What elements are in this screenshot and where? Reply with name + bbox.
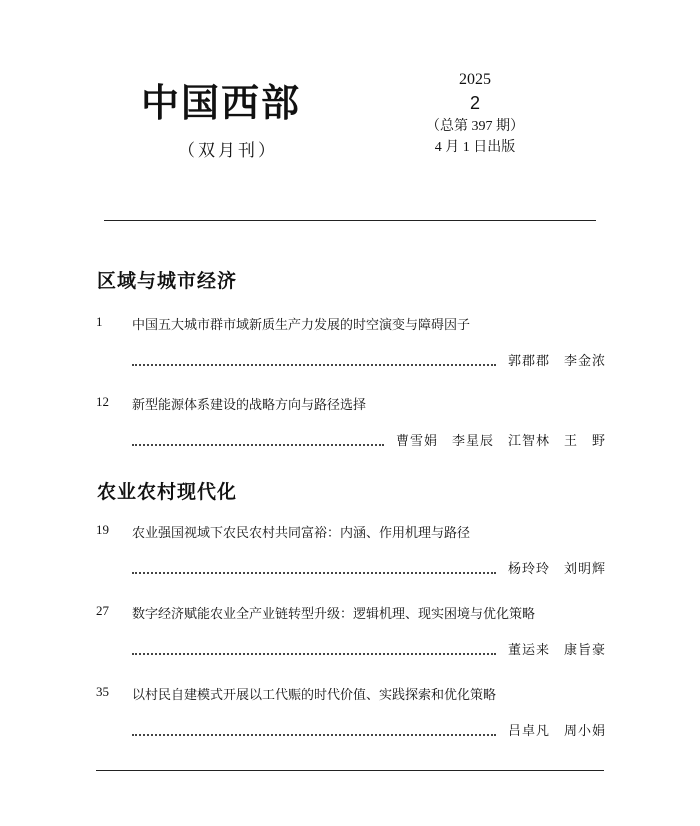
bottom-divider — [96, 770, 604, 771]
top-divider — [104, 220, 596, 221]
author: 吕卓凡 — [507, 724, 550, 739]
article-title[interactable]: 农业强国视域下农民农村共同富裕：内涵、作用机理与路径 — [132, 526, 471, 541]
section-title-regional-urban: 区域与城市经济 — [97, 270, 238, 292]
author: 杨玲玲 — [507, 562, 550, 577]
author: 王 野 — [563, 434, 606, 449]
issue-number: 2 — [469, 93, 480, 113]
dot-leader — [132, 434, 384, 446]
page-number: 12 — [96, 394, 109, 409]
author: 李星辰 — [451, 434, 494, 449]
article-authors — [382, 430, 606, 449]
article-authors — [494, 720, 606, 739]
page-number: 35 — [96, 684, 109, 699]
dot-leader — [132, 354, 496, 366]
author: 曹雪娟 — [395, 434, 438, 449]
author: 康旨豪 — [563, 643, 606, 658]
total-issue-number: （总第 397 期） — [426, 119, 524, 134]
article-title[interactable]: 数字经济赋能农业全产业链转型升级：逻辑机理、现实困境与优化策略 — [132, 607, 536, 622]
author: 郭郡郡 — [507, 354, 550, 369]
author: 刘明辉 — [563, 562, 606, 577]
journal-title: 中国西部 — [141, 81, 302, 125]
section-title-agricultural-modernization: 农业农村现代化 — [97, 481, 238, 503]
publish-date: 4 月 1 日出版 — [434, 140, 516, 155]
page-number: 27 — [96, 603, 109, 618]
dot-leader — [132, 562, 496, 574]
dot-leader — [132, 724, 496, 736]
article-title[interactable]: 新型能源体系建设的战略方向与路径选择 — [132, 398, 367, 413]
publication-frequency: （双月刊） — [178, 141, 278, 161]
article-title[interactable]: 中国五大城市群市域新质生产力发展的时空演变与障碍因子 — [132, 318, 471, 333]
dot-leader — [132, 643, 496, 655]
issue-info — [420, 70, 530, 158]
author: 李金浓 — [563, 354, 606, 369]
page-number: 1 — [96, 314, 103, 329]
author: 周小娟 — [563, 724, 606, 739]
author: 董运来 — [507, 643, 550, 658]
issue-year: 2025 — [459, 71, 491, 88]
article-authors — [494, 558, 606, 577]
article-authors — [494, 639, 606, 658]
article-title[interactable]: 以村民自建模式开展以工代赈的时代价值、实践探索和优化策略 — [132, 688, 497, 703]
author: 江智林 — [507, 434, 550, 449]
article-authors — [494, 350, 606, 369]
page-number: 19 — [96, 522, 109, 537]
